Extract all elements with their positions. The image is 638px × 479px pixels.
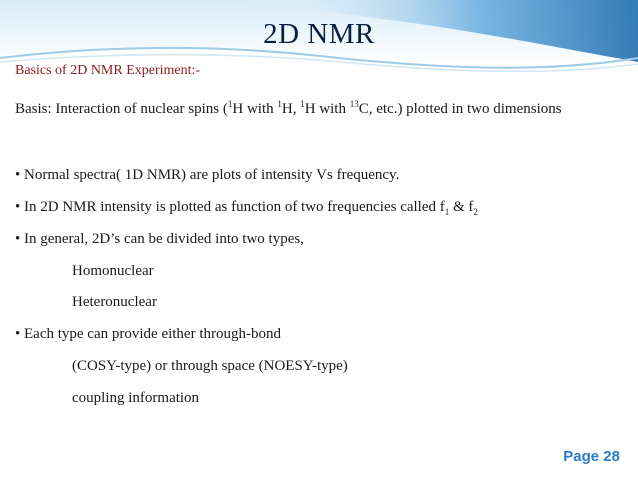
superscript: 13: [349, 99, 359, 109]
subscript: 1: [444, 207, 450, 217]
slide-title: 2D NMR: [263, 18, 375, 50]
bullet-two-types: • In general, 2D’s can be divided into two types,: [15, 231, 304, 247]
basis-text: H with: [304, 101, 350, 117]
basis-text: C, etc.) plotted in two dimensions: [358, 101, 562, 117]
basis-text: Basis: Interaction of nuclear spins (: [15, 101, 228, 117]
coupling-info-line: coupling information: [72, 390, 200, 406]
basis-paragraph: [15, 100, 605, 119]
bullet-text: & f: [449, 199, 474, 215]
bullet-text: • In 2D NMR intensity is plotted as function of two frequencies called f: [15, 199, 445, 215]
slide-subtitle: Basics of 2D NMR Experiment:-: [15, 63, 201, 78]
bullet-normal-spectra: • Normal spectra( 1D NMR) are plots of intensity Vs frequency.: [15, 167, 400, 183]
superscript: 1: [300, 99, 305, 109]
superscript: 1: [277, 99, 282, 109]
superscript: 1: [227, 99, 233, 109]
subscript: 2: [473, 207, 478, 217]
page-number: Page 28: [563, 448, 620, 465]
bullet-2d-intensity: [15, 199, 478, 216]
basis-text: H,: [281, 101, 301, 117]
bullet-each-type: • Each type can provide either through-bond: [15, 326, 281, 342]
type-homonuclear: Homonuclear: [72, 263, 154, 279]
basis-text: H with: [232, 101, 278, 117]
type-heteronuclear: Heteronuclear: [72, 294, 157, 310]
cosy-noesy-line: (COSY-type) or through space (NOESY-type): [72, 358, 348, 374]
